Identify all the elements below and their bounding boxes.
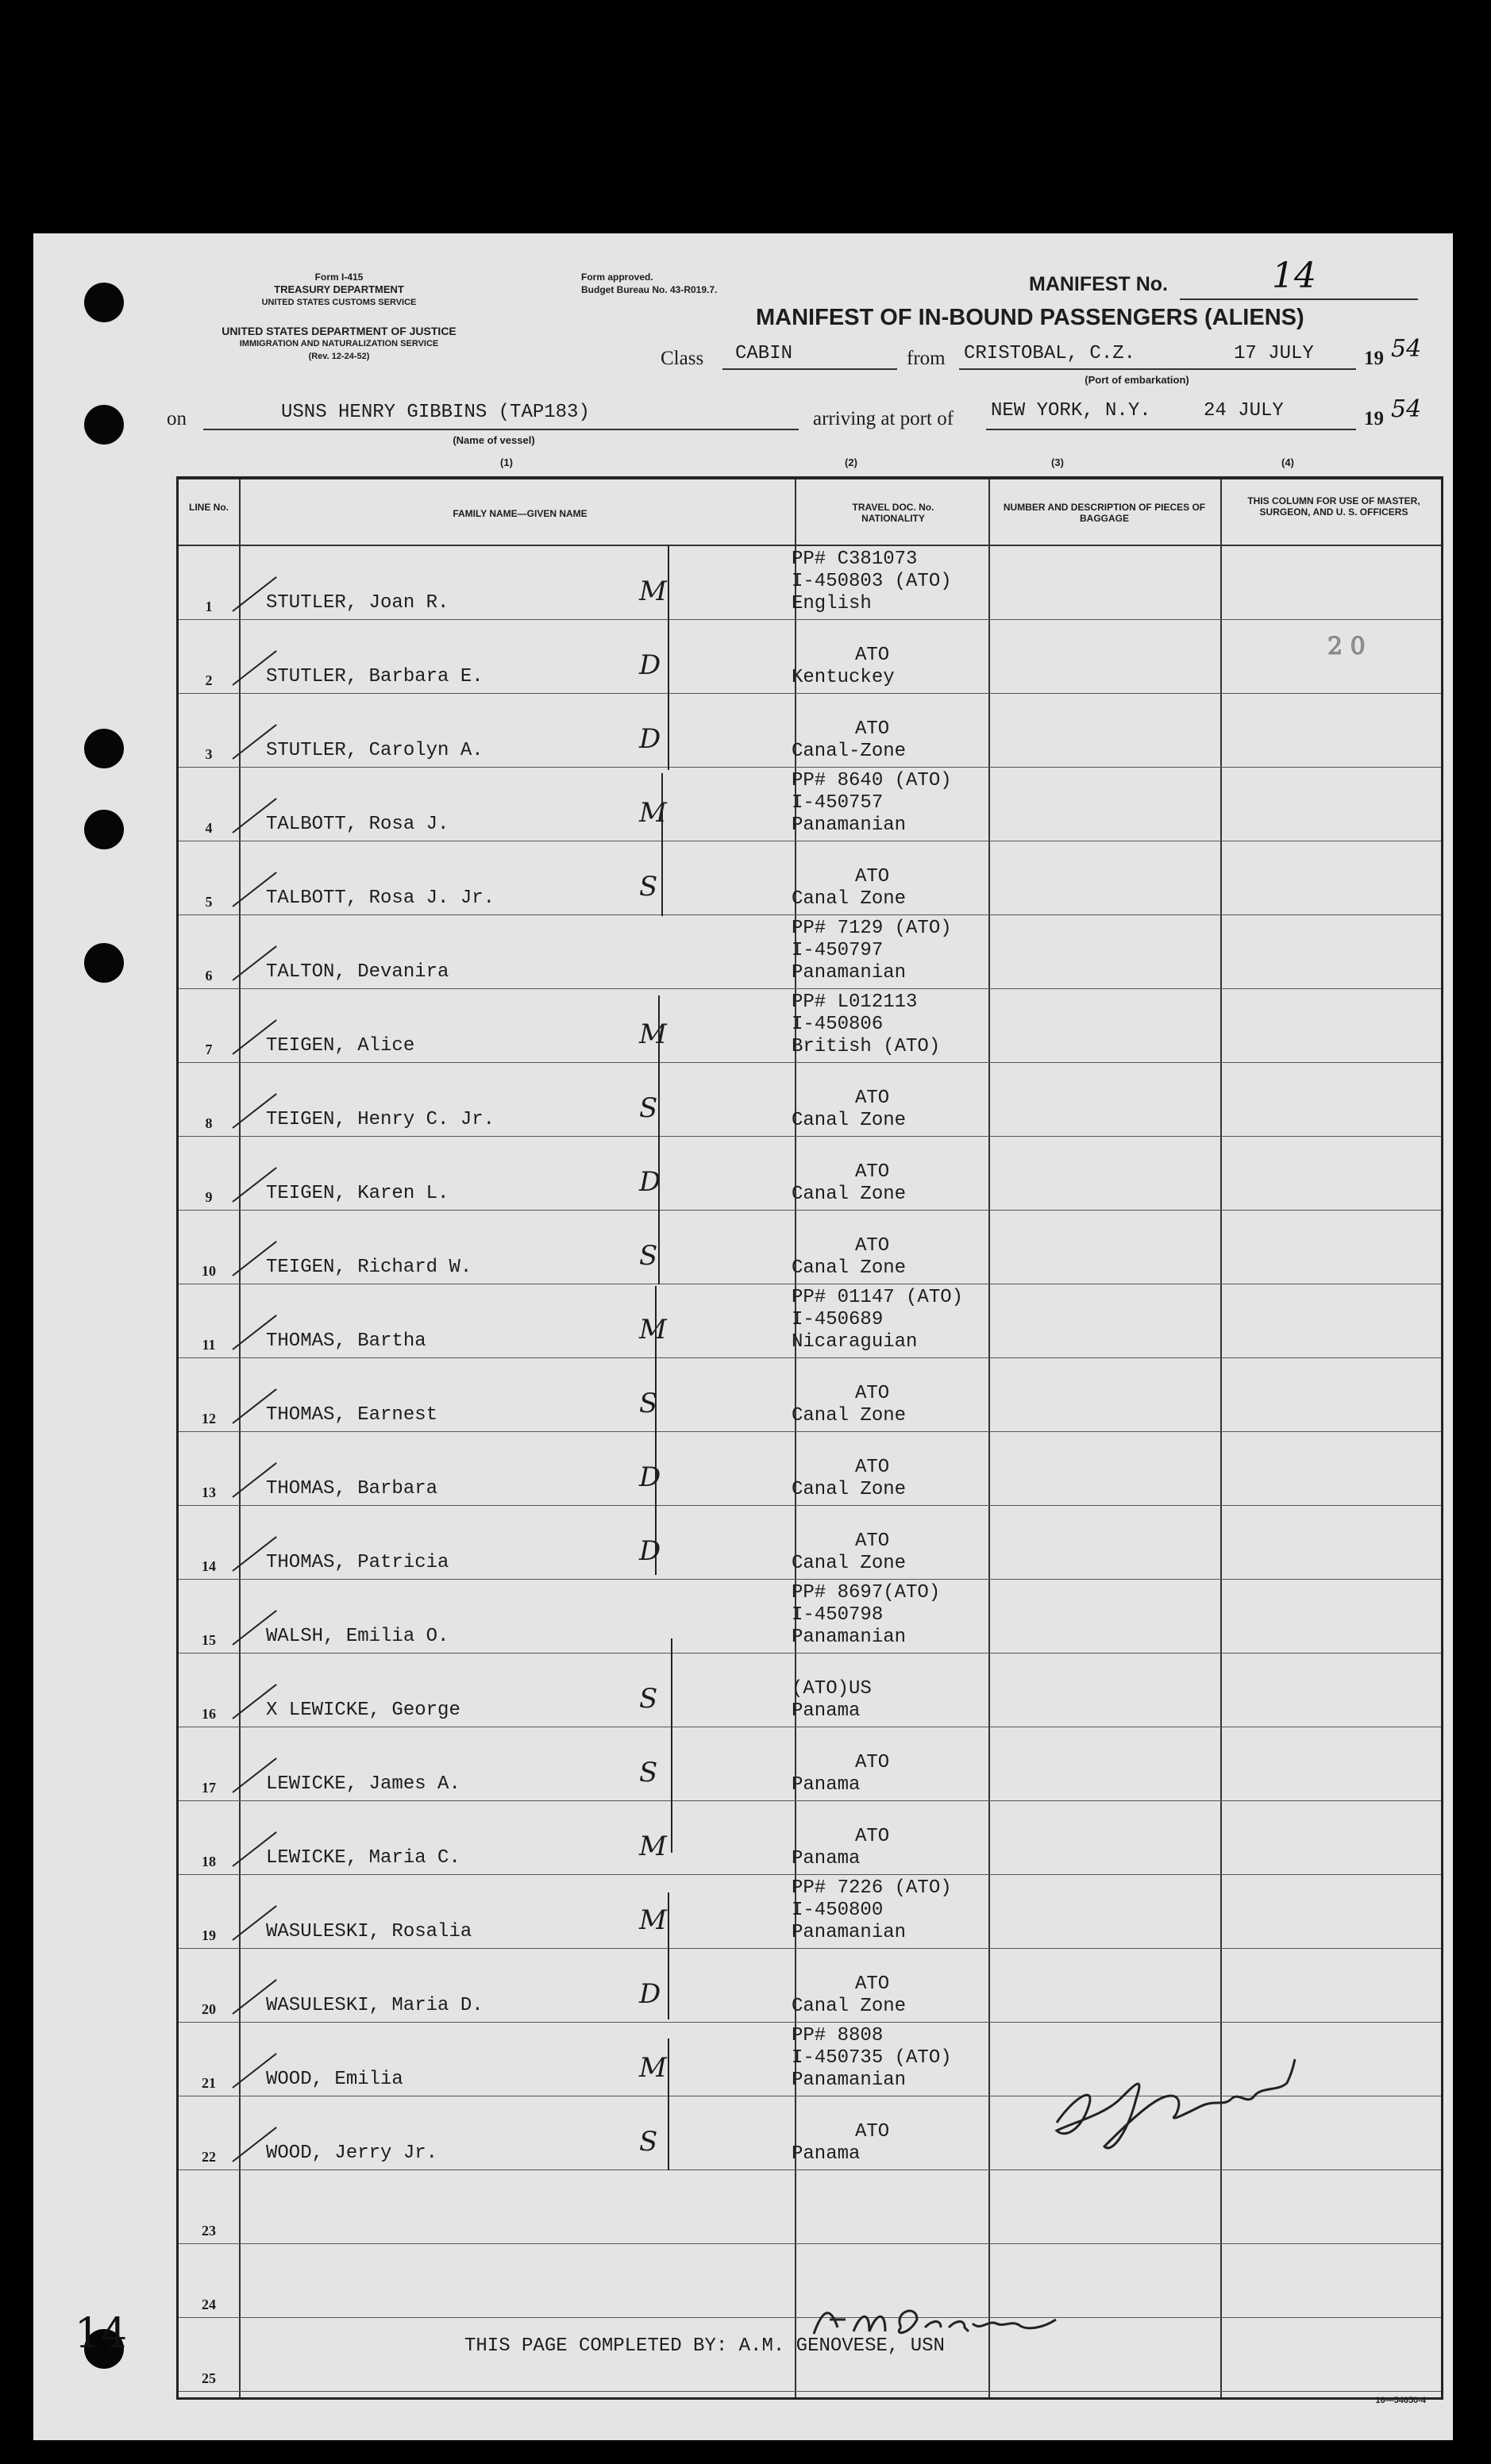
manifest-label: MANIFEST No. <box>1029 273 1168 295</box>
passenger-name: TEIGEN, Alice <box>266 1035 415 1057</box>
line-number: 11 <box>202 1337 216 1353</box>
relation-code: S <box>639 1757 658 1788</box>
justice-department: UNITED STATES DEPARTMENT OF JUSTICE <box>222 325 457 337</box>
line-number: 25 <box>202 2370 216 2386</box>
line-number: 14 <box>202 1558 216 1574</box>
travel-document: ATO Canal Zone <box>792 1383 907 1426</box>
travel-document: PP# 8697(ATO) I-450798 Panamanian <box>792 1582 941 1648</box>
punch-hole <box>84 283 124 322</box>
table-row <box>179 1801 1441 1875</box>
line-number: 22 <box>202 2149 216 2165</box>
line-number: 13 <box>202 1484 216 1500</box>
budget-bureau: Budget Bureau No. 43-R019.7. <box>581 284 718 295</box>
ins-service: IMMIGRATION AND NATURALIZATION SERVICE <box>239 339 439 348</box>
form-approved: Form approved. <box>581 271 653 283</box>
family-bracket <box>655 1286 657 1575</box>
passenger-name: THOMAS, Earnest <box>266 1404 438 1426</box>
table-row <box>179 1137 1441 1211</box>
table-row <box>179 2170 1441 2244</box>
header-travel-doc: TRAVEL DOC. No. NATIONALITY <box>852 502 934 524</box>
col-number-4: (4) <box>1281 456 1294 468</box>
class-line <box>722 368 897 370</box>
passenger-name: TALTON, Devanira <box>266 961 449 983</box>
from-line <box>959 368 1356 370</box>
svg-text:2 0: 2 0 <box>1327 633 1366 660</box>
vessel-name: USNS HENRY GIBBINS (TAP183) <box>281 402 590 423</box>
relation-code: D <box>639 1978 661 2010</box>
travel-document: ATO Canal Zone <box>792 1973 907 2017</box>
passenger-name: STUTLER, Carolyn A. <box>266 740 484 761</box>
travel-document: ATO Canal Zone <box>792 866 907 910</box>
table-row <box>179 841 1441 915</box>
row-divider <box>179 2391 1441 2392</box>
passenger-name: WALSH, Emilia O. <box>266 1626 449 1647</box>
travel-document: ATO Canal Zone <box>792 1457 907 1500</box>
col-number-2: (2) <box>845 456 857 468</box>
passenger-name: WOOD, Emilia <box>266 2069 403 2090</box>
line-number: 17 <box>202 1780 216 1796</box>
from-label: from <box>907 348 946 369</box>
margin-note: 14 <box>75 2310 128 2358</box>
relation-code: S <box>639 1240 658 1272</box>
header-baggage: NUMBER AND DESCRIPTION OF PIECES OF BAGGAGE <box>1003 502 1206 524</box>
travel-document: PP# L012113 I-450806 British (ATO) <box>792 991 941 1057</box>
table-row <box>179 1358 1441 1432</box>
customs-service: UNITED STATES CUSTOMS SERVICE <box>261 298 417 307</box>
line-number: 20 <box>202 2001 216 2017</box>
officer-signature <box>1041 2051 1311 2162</box>
line-number: 15 <box>202 1632 216 1648</box>
passenger-name: TEIGEN, Richard W. <box>266 1257 472 1278</box>
passenger-name: X LEWICKE, George <box>266 1700 460 1721</box>
relation-code: S <box>639 1388 658 1419</box>
table-row <box>179 1063 1441 1137</box>
vessel-caption: (Name of vessel) <box>453 434 535 446</box>
passenger-name: LEWICKE, James A. <box>266 1773 460 1795</box>
passenger-name: THOMAS, Patricia <box>266 1552 449 1573</box>
family-bracket <box>671 1638 672 1853</box>
table-row <box>179 1949 1441 2023</box>
travel-document: ATO Panama <box>792 1752 890 1796</box>
family-bracket <box>668 2039 669 2170</box>
relation-code: D <box>639 723 661 755</box>
passenger-name: THOMAS, Bartha <box>266 1330 426 1352</box>
table-row <box>179 694 1441 768</box>
manifest-sheet <box>33 233 1453 2440</box>
table-row <box>179 989 1441 1063</box>
port-embark-caption: (Port of embarkation) <box>1085 374 1189 386</box>
on-label: on <box>167 408 187 429</box>
line-number: 6 <box>205 968 213 984</box>
travel-document: ATO Canal Zone <box>792 1530 907 1574</box>
table-row <box>179 1875 1441 1949</box>
family-bracket <box>661 773 663 916</box>
embark-year-prefix: 19 <box>1364 348 1384 369</box>
family-bracket <box>658 995 660 1284</box>
punch-hole <box>84 729 124 768</box>
relation-code: D <box>639 1461 661 1493</box>
line-number: 3 <box>205 746 213 762</box>
travel-document: PP# C381073 I-450803 (ATO) English <box>792 549 952 614</box>
pencil-marks <box>1320 630 1415 662</box>
arrival-date: 24 JULY <box>1204 400 1284 422</box>
relation-code: M <box>639 576 667 607</box>
line-number: 4 <box>205 820 213 836</box>
travel-document: ATO Canal Zone <box>792 1088 907 1131</box>
travel-document: ATO Canal Zone <box>792 1235 907 1279</box>
travel-document: PP# 8808 I-450735 (ATO) Panamanian <box>792 2025 952 2091</box>
relation-code: D <box>639 1535 661 1567</box>
passenger-name: TEIGEN, Henry C. Jr. <box>266 1109 495 1130</box>
manifest-table <box>176 476 1443 2400</box>
relation-code: S <box>639 2126 658 2158</box>
travel-document: ATO Canal Zone <box>792 1161 907 1205</box>
line-number: 19 <box>202 1927 216 1943</box>
genovese-signature <box>806 2296 1060 2343</box>
table-row <box>179 1580 1441 1654</box>
arriving-label: arriving at port of <box>813 408 954 429</box>
manifest-number: 14 <box>1272 256 1316 296</box>
table-row <box>179 1432 1441 1506</box>
line-number: 1 <box>205 599 213 614</box>
passenger-name: WASULESKI, Maria D. <box>266 1995 484 2016</box>
class-value: CABIN <box>735 343 793 364</box>
arrival-port: NEW YORK, N.Y. <box>991 400 1151 422</box>
relation-code: M <box>639 1904 667 1936</box>
family-bracket <box>668 1892 669 2019</box>
class-label: Class <box>661 348 704 369</box>
port-of-embarkation: CRISTOBAL, C.Z. <box>964 343 1136 364</box>
table-row <box>179 1654 1441 1727</box>
revision-date: (Rev. 12-24-52) <box>308 352 370 361</box>
table-row <box>179 768 1441 841</box>
passenger-name: TEIGEN, Karen L. <box>266 1183 449 1204</box>
table-row <box>179 1727 1441 1801</box>
relation-code: S <box>639 1683 658 1715</box>
travel-document: (ATO)US Panama <box>792 1678 872 1722</box>
table-row <box>179 620 1441 694</box>
passenger-name: TALBOTT, Rosa J. <box>266 814 449 835</box>
travel-document: ATO Panama <box>792 2121 890 2165</box>
embark-date: 17 JULY <box>1234 343 1314 364</box>
line-number: 10 <box>202 1263 216 1279</box>
line-number: 16 <box>202 1706 216 1722</box>
line-number: 5 <box>205 894 213 910</box>
table-row <box>179 915 1441 989</box>
passenger-name: STUTLER, Joan R. <box>266 592 449 614</box>
relation-code: M <box>639 797 667 829</box>
line-number: 21 <box>202 2075 216 2091</box>
passenger-name: LEWICKE, Maria C. <box>266 1847 460 1869</box>
passenger-name: THOMAS, Barbara <box>266 1478 438 1500</box>
completed-by: THIS PAGE COMPLETED BY: A.M. GENOVESE, USN <box>464 2335 945 2357</box>
travel-document: PP# 8640 (ATO) I-450757 Panamanian <box>792 770 952 836</box>
line-number: 9 <box>205 1189 213 1205</box>
col-number-3: (3) <box>1051 456 1064 468</box>
table-row <box>179 1506 1441 1580</box>
relation-code: S <box>639 1092 658 1124</box>
header-family-name: FAMILY NAME—GIVEN NAME <box>453 508 588 519</box>
col-number-1: (1) <box>500 456 513 468</box>
line-number: 18 <box>202 1854 216 1869</box>
vessel-line <box>203 429 799 430</box>
relation-code: M <box>639 1018 667 1050</box>
form-code: 16—54650-4 <box>1375 2396 1426 2405</box>
punch-hole <box>84 943 124 983</box>
travel-document: ATO Canal-Zone <box>792 718 907 762</box>
arrival-year-prefix: 19 <box>1364 408 1384 429</box>
manifest-number-line <box>1180 298 1418 300</box>
table-row <box>179 1211 1441 1284</box>
line-number: 12 <box>202 1411 216 1426</box>
family-bracket <box>668 546 669 770</box>
arrival-line <box>986 429 1356 430</box>
line-number: 24 <box>202 2297 216 2312</box>
travel-document: ATO Kentuckey <box>792 645 895 688</box>
travel-document: PP# 7129 (ATO) I-450797 Panamanian <box>792 918 952 984</box>
table-row <box>179 546 1441 620</box>
line-number: 8 <box>205 1115 213 1131</box>
header-officers: THIS COLUMN FOR USE OF MASTER, SURGEON, AND U. S. OFFICERS <box>1247 495 1420 518</box>
travel-document: ATO Panama <box>792 1826 890 1869</box>
relation-code: M <box>639 1831 667 1862</box>
manifest-title: MANIFEST OF IN-BOUND PASSENGERS (ALIENS) <box>756 305 1304 330</box>
travel-document: PP# 7226 (ATO) I-450800 Panamanian <box>792 1877 952 1943</box>
relation-code: M <box>639 1314 667 1346</box>
table-row <box>179 1284 1441 1358</box>
travel-document: PP# 01147 (ATO) I-450689 Nicaraguian <box>792 1287 964 1353</box>
punch-hole <box>84 810 124 849</box>
relation-code: S <box>639 871 658 903</box>
form-number: Form I-415 <box>314 271 364 283</box>
embark-year: 54 <box>1391 335 1422 363</box>
line-number: 2 <box>205 672 213 688</box>
passenger-name: TALBOTT, Rosa J. Jr. <box>266 887 495 909</box>
relation-code: D <box>639 649 661 681</box>
punch-hole <box>84 405 124 445</box>
header-line-no: LINE No. <box>189 502 229 513</box>
line-number: 23 <box>202 2223 216 2239</box>
relation-code: D <box>639 1166 661 1198</box>
passenger-name: WASULESKI, Rosalia <box>266 1921 472 1942</box>
relation-code: M <box>639 2052 667 2084</box>
treasury-department: TREASURY DEPARTMENT <box>274 283 404 295</box>
line-number: 7 <box>205 1041 213 1057</box>
arrival-year: 54 <box>1391 395 1422 423</box>
passenger-name: WOOD, Jerry Jr. <box>266 2143 438 2164</box>
passenger-name: STUTLER, Barbara E. <box>266 666 484 687</box>
